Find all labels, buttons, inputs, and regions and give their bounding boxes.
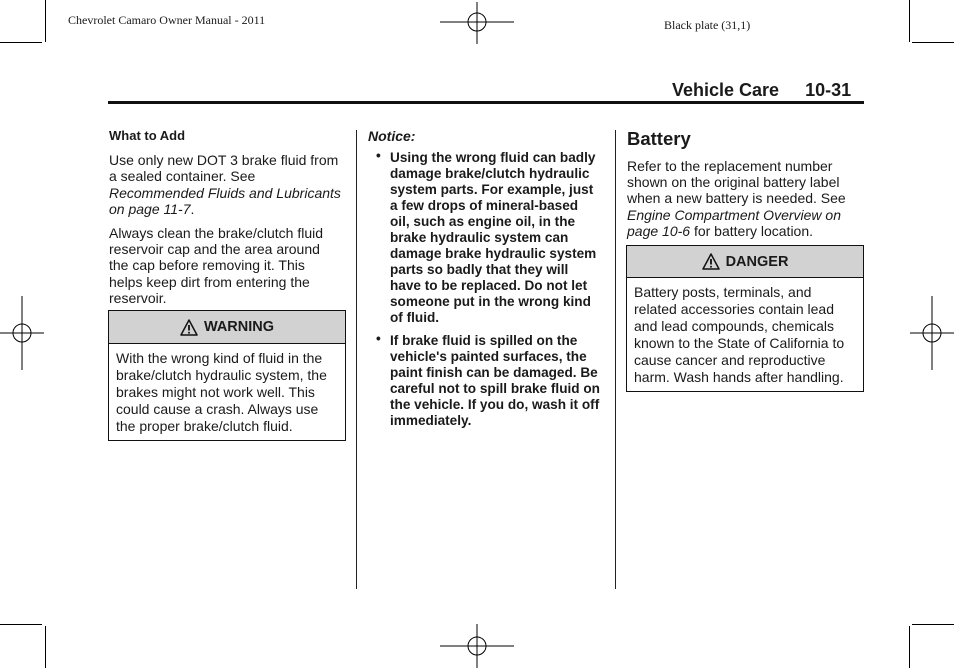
danger-text: Battery posts, terminals, and related accessories contain lead and lead compounds, chemicals known to the State of California to cause cancer and reproductive harm. Wash hands after handling. bbox=[634, 284, 845, 385]
warning-label: WARNING bbox=[203, 319, 275, 335]
column-brake-fluid bbox=[109, 128, 341, 314]
print-header-right: Black plate (31,1) bbox=[664, 18, 751, 32]
list-item: • If brake fluid is spilled on the vehicle's painted surfaces, the paint finish can be damaged. Be careful not to spill brake fluid on the vehicle. If you do, wash it off immediately. bbox=[376, 331, 600, 429]
notice-list bbox=[368, 150, 600, 429]
bullet: • bbox=[376, 331, 381, 347]
print-header-left: Chevrolet Camaro Owner Manual - 2011 bbox=[68, 13, 266, 27]
danger-box bbox=[626, 245, 864, 392]
crop-mark bbox=[912, 42, 954, 43]
crop-mark bbox=[909, 0, 910, 42]
danger-label: DANGER bbox=[725, 253, 789, 270]
section-header bbox=[672, 80, 851, 101]
section-name: Vehicle Care bbox=[672, 80, 780, 100]
paragraph-clean-cap: Always clean the brake/clutch fluid reservoir cap and the area around the cap before removing it. This helps keep dirt from entering the reservoir. bbox=[109, 225, 323, 306]
column-divider bbox=[615, 130, 616, 589]
warning-triangle-icon bbox=[180, 319, 198, 336]
registration-mark-right bbox=[910, 296, 954, 370]
bullet: • bbox=[376, 148, 381, 164]
warning-header bbox=[109, 311, 345, 344]
heading-battery: Battery bbox=[627, 128, 691, 149]
column-notice bbox=[368, 128, 600, 436]
cross-reference: Recommended Fluids and Lubricants on page 11-7 bbox=[109, 184, 341, 217]
crop-mark bbox=[0, 624, 42, 625]
crop-mark bbox=[0, 42, 42, 43]
page-number: 10-31 bbox=[805, 80, 852, 100]
subheading-what-to-add: What to Add bbox=[109, 128, 186, 143]
cross-reference: Engine Compartment Overview on page 10-6 bbox=[627, 206, 841, 239]
warning-triangle-icon bbox=[702, 253, 720, 270]
crop-mark bbox=[45, 626, 46, 668]
danger-header bbox=[627, 246, 863, 278]
registration-mark-left bbox=[0, 296, 44, 370]
registration-mark-top bbox=[440, 2, 514, 44]
list-item: • Using the wrong fluid can badly damage brake/clutch hydraulic system parts. For example, just a few drops of mineral-based oil, such as engine oil, in the brake hydraulic system can damage brake hydraulic system parts so badly that they will have to be replaced. Do not let someone put in the wrong kind of fluid. bbox=[376, 148, 597, 326]
notice-label: Notice: bbox=[368, 128, 416, 144]
warning-box bbox=[108, 310, 346, 441]
warning-text: With the wrong kind of fluid in the brake/clutch hydraulic system, the brakes might not work well. This could cause a crash. Always use the proper brake/clutch fluid. bbox=[116, 350, 327, 434]
column-battery bbox=[627, 128, 867, 247]
header-rule bbox=[108, 101, 864, 104]
registration-mark-bottom bbox=[440, 624, 514, 668]
crop-mark bbox=[912, 624, 954, 625]
paragraph-battery: Refer to the replacement number shown on the original battery label when a new battery is needed. See Engine Compartment Overview on page 10-6 for battery location. bbox=[627, 158, 846, 239]
paragraph-dot3: Use only new DOT 3 brake fluid from a sealed container. See Recommended Fluids and Lubricants on page 11-7. bbox=[109, 152, 341, 217]
crop-mark bbox=[45, 0, 46, 42]
crop-mark bbox=[909, 626, 910, 668]
column-divider bbox=[356, 130, 357, 589]
